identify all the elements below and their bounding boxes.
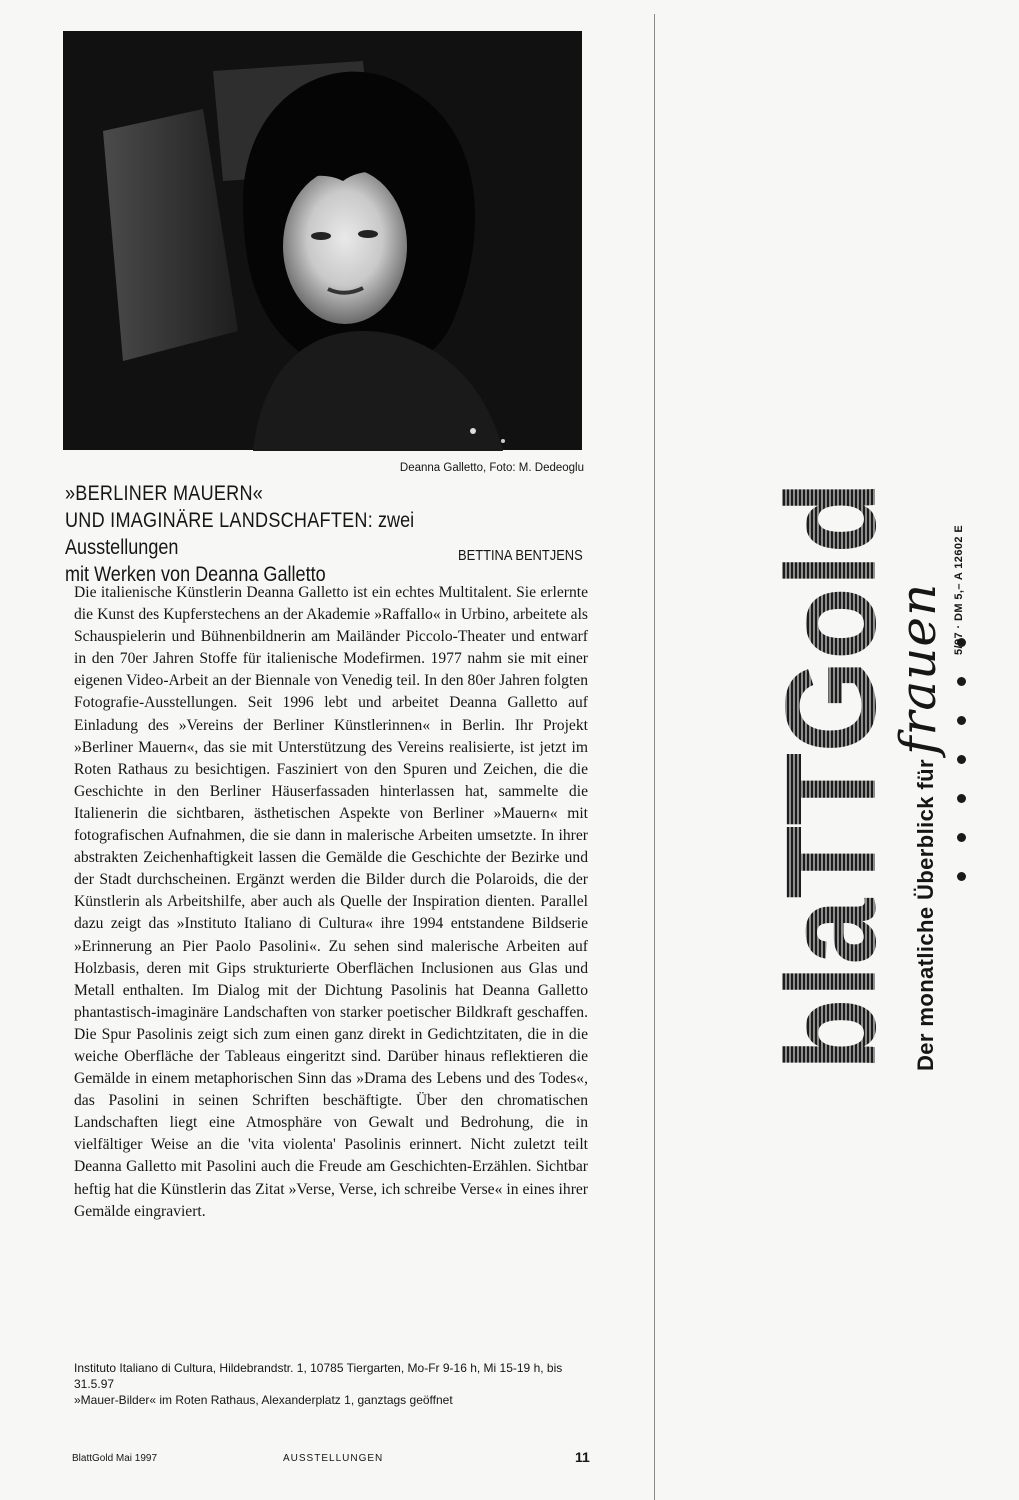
footer-section: AUSSTELLUNGEN [283,1453,384,1464]
article-body [74,582,588,1223]
blattgold-logo [760,438,903,1071]
exhibition-info [74,1360,574,1408]
page-number: 11 [575,1449,590,1465]
issue-info: 5/97 · DM 5,– A 12602 E [953,524,965,655]
page-footer [72,1449,592,1469]
headline-line-1: »BERLINER MAUERN« [65,482,264,505]
column-divider [654,14,655,1500]
exhibition-info-1: Instituto Italiano di Cultura, Hildebrandstr. 1, 10785 Tiergarten, Mo-Fr 9-16 h, Mi 15-19 h, bis 31.5.97 [74,1361,563,1391]
masthead-tagline [887,583,947,1071]
headline-line-2-caps: UND IMAGINÄRE LANDSCHAFTEN: [65,509,374,532]
footer-publication: BlattGold Mai 1997 [72,1453,158,1464]
logo-text: blaTTGold [760,438,903,1071]
article-body-text: Die italienische Künstlerin Deanna Galletto ist ein echtes Multitalent. Sie erlernte die Kunst des Kupferstechens an der Akademie »Raffallo« in Urbino, arbeitete als Schauspielerin und Bühnenbildnerin am Mailänder Piccolo-Theater und entwarf in den 70er Jahren Stoffe für italienische Modefirmen. 1977 nahm sie mit einer eigenen Video-Arbeit an der Biennale von Venedig teil. In den 80er Jahren folgten Fotografie-Ausstellungen. Seit 1996 lebt und arbeitet Deanna Galletto auf Einladung des »Vereins der Berliner Künstlerinnen« in Berlin. Ihr Projekt »Berliner Mauern«, das sie mit Unterstützung des Vereins realisierte, ist jetzt im Roten Rathaus zu besichtigen. Fasziniert von den Spuren und Zeichen, die die Geschichte in den Berliner Häuserfassaden hinterlassen hat, sammelte die Italienerin die sichtbaren, ästhetischen Aspekte von Berliner »Mauern« mit fotografischen Aufnahmen, die sie dann in malerische Arbeiten umsetzte. In ihrer abstrakten Zeichenhaftigkeit lassen die Gemälde die Geschichte der Bezirke und der Stadt durchscheinen. Ergänzt werden die Bilder durch die Polaroids, die der Künstlerin als Arbeitshilfe, aber auch als Quelle der Inspiration dienten. Parallel dazu zeigt das »Instituto Italiano di Cultura« ihre 1994 entstandene Bildserie »Erinnerung an Pier Paolo Pasolini«. Zu sehen sind malerische Arbeiten auf Holzbasis, deren mit Gips strukturierte Oberflächen Inclusionen aus Glas und Metall enthalten. Im Dialog mit der Dichtung Pasolinis hat Deanna Galletto phantastisch-imaginäre Landschaften von starker poetischer Bildkraft geschaffen. Die Spur Pasolinis zeigt sich zum einen ganz direkt in Gedichtzitaten, die in die weiche Oberfläche der Tableaus eingeritzt sind. Darüber hinaus reflektieren die Gemälde in einem metaphorischen Sinn das »Drama des Lebens und des Todes«, das Pasolini in seinen Schriften beschäftigte. Über den chromatischen Landschaften liegt eine Atmosphäre von Gewalt und Bedrohung, die in vielfältiger Weise an die 'vita violenta' Pasolinis erinnert. Nicht zuletzt teilt Deanna Galletto mit Pasolini auch die Freude am Geschichten-Erzählen. Sichtbar heftig hat die Künstlerin das Zitat »Verse, Verse, ich schreibe Verse« in eines ihrer Gemälde eingraviert. [74,584,588,1220]
author-byline: BETTINA BENTJENS [458,547,583,564]
tagline-text: Der monatliche Überblick für [913,759,938,1071]
headline-line-3: mit Werken von Deanna Galletto [65,563,326,586]
portrait-photo [63,31,582,450]
photo-caption: Deanna Galletto, Foto: M. Dedeoglu [399,462,584,474]
masthead [760,438,995,1071]
tagline-script: frauen [889,582,947,756]
exhibition-info-2: »Mauer-Bilder« im Roten Rathaus, Alexanderplatz 1, ganztags geöffnet [74,1393,453,1407]
headline-line-2-rest: zwei Ausstellungen [65,509,415,559]
article-headline [65,480,512,588]
